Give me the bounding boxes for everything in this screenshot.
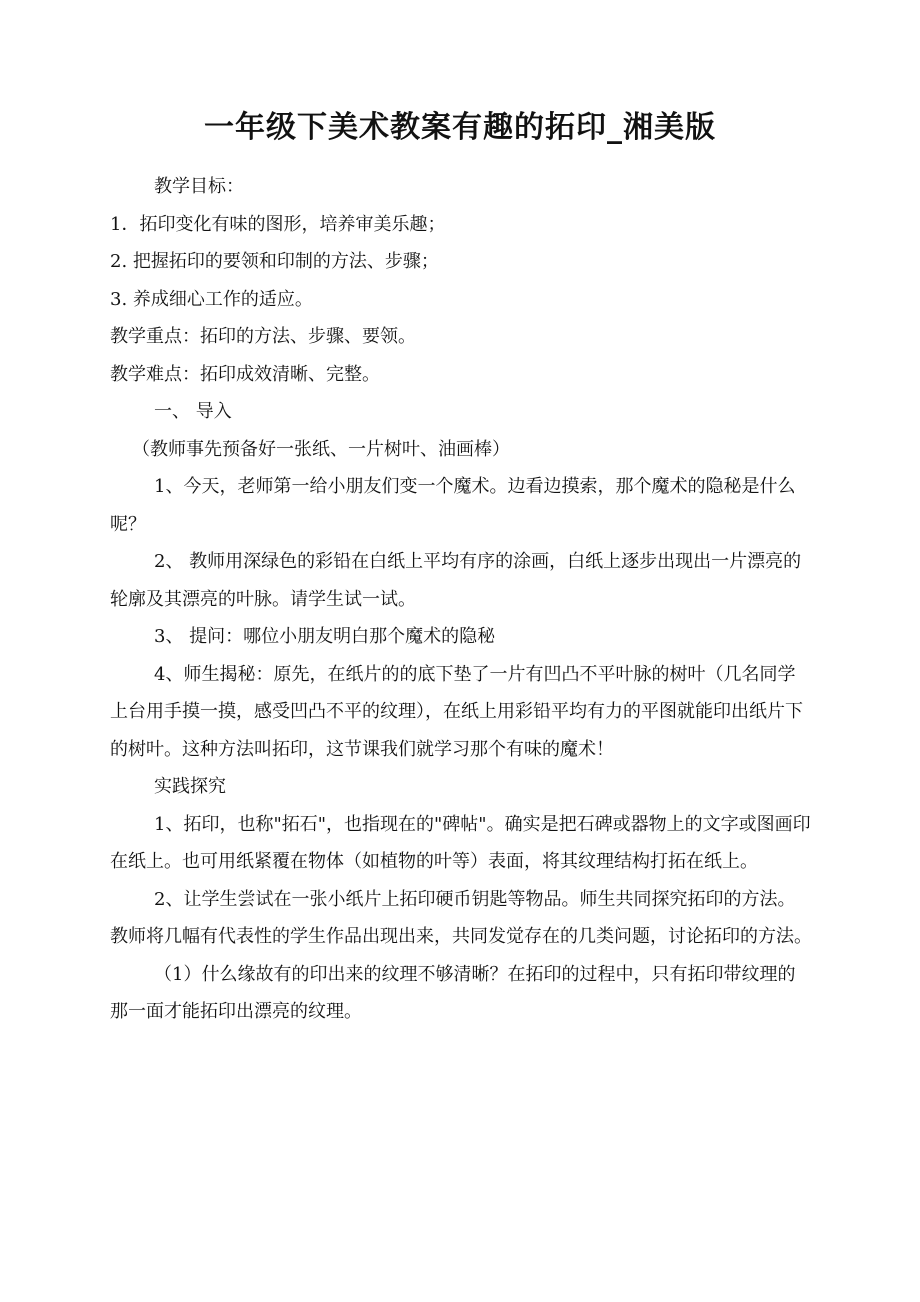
practice-question-1: （1）什么缘故有的印出来的纹理不够清晰？在拓印的过程中，只有拓印带纹理的那一面才能拓印出漂亮的纹理。 [110, 963, 796, 1022]
section-heading-practice: 实践探究 [154, 776, 226, 797]
intro-step-1: 1、今天，老师第一给小朋友们变一个魔术。边看边摸索，那个魔术的隐秘是什么呢？ [110, 476, 796, 535]
goal-item-3: 3. 养成细心工作的适应。 [110, 288, 313, 310]
intro-step-2: 2、 教师用深绿色的彩铅在白纸上平均有序的涂画，白纸上逐步出现出一片漂亮的轮廓及其漂亮的叶脉。请学生试一试。 [110, 551, 802, 610]
section-heading-introduction: 一、 导入 [154, 401, 232, 422]
teaching-difficulties: 教学难点：拓印成效清晰、完整。 [110, 363, 380, 385]
section-heading-teaching-goals: 教学目标： [154, 176, 244, 197]
practice-step-2: 2、让学生尝试在一张小纸片上拓印硬币钥匙等物品。师生共同探究拓印的方法。教师将几幅有代表性的学生作品出现出来，共同发觉存在的几类问题，讨论拓印的方法。 [110, 888, 812, 947]
intro-step-4: 4、师生揭秘：原先，在纸片的的底下垫了一片有凹凸不平叶脉的树叶（几名同学上台用手摸一摸，感受凹凸不平的纹理），在纸上用彩铅平均有力的平图就能印出纸片下的树叶。这种方法叫拓印，这节课我们就学习那个有味的魔术！ [110, 663, 803, 760]
intro-step-3: 3、 提问：哪位小朋友明白那个魔术的隐秘 [154, 626, 496, 647]
document-title: 一年级下美术教案有趣的拓印_湘美版 [204, 110, 716, 145]
goal-item-2: 2. 把握拓印的要领和印制的方法、步骤； [110, 251, 439, 272]
document-body [110, 168, 812, 1031]
practice-step-1: 1、拓印，也称"拓石"，也指现在的"碑帖"。确实是把石碑或器物上的文字或图画印在纸上。也可用纸紧覆在物体（如植物的叶等）表面，将其纹理结构打拓在纸上。 [110, 813, 811, 872]
goal-item-1: 1．拓印变化有味的图形，培养审美乐趣； [110, 213, 446, 235]
teaching-key-points: 教学重点：拓印的方法、步骤、要领。 [110, 326, 416, 347]
preparation-note: （教师事先预备好一张纸、一片树叶、油画棒） [132, 438, 510, 460]
